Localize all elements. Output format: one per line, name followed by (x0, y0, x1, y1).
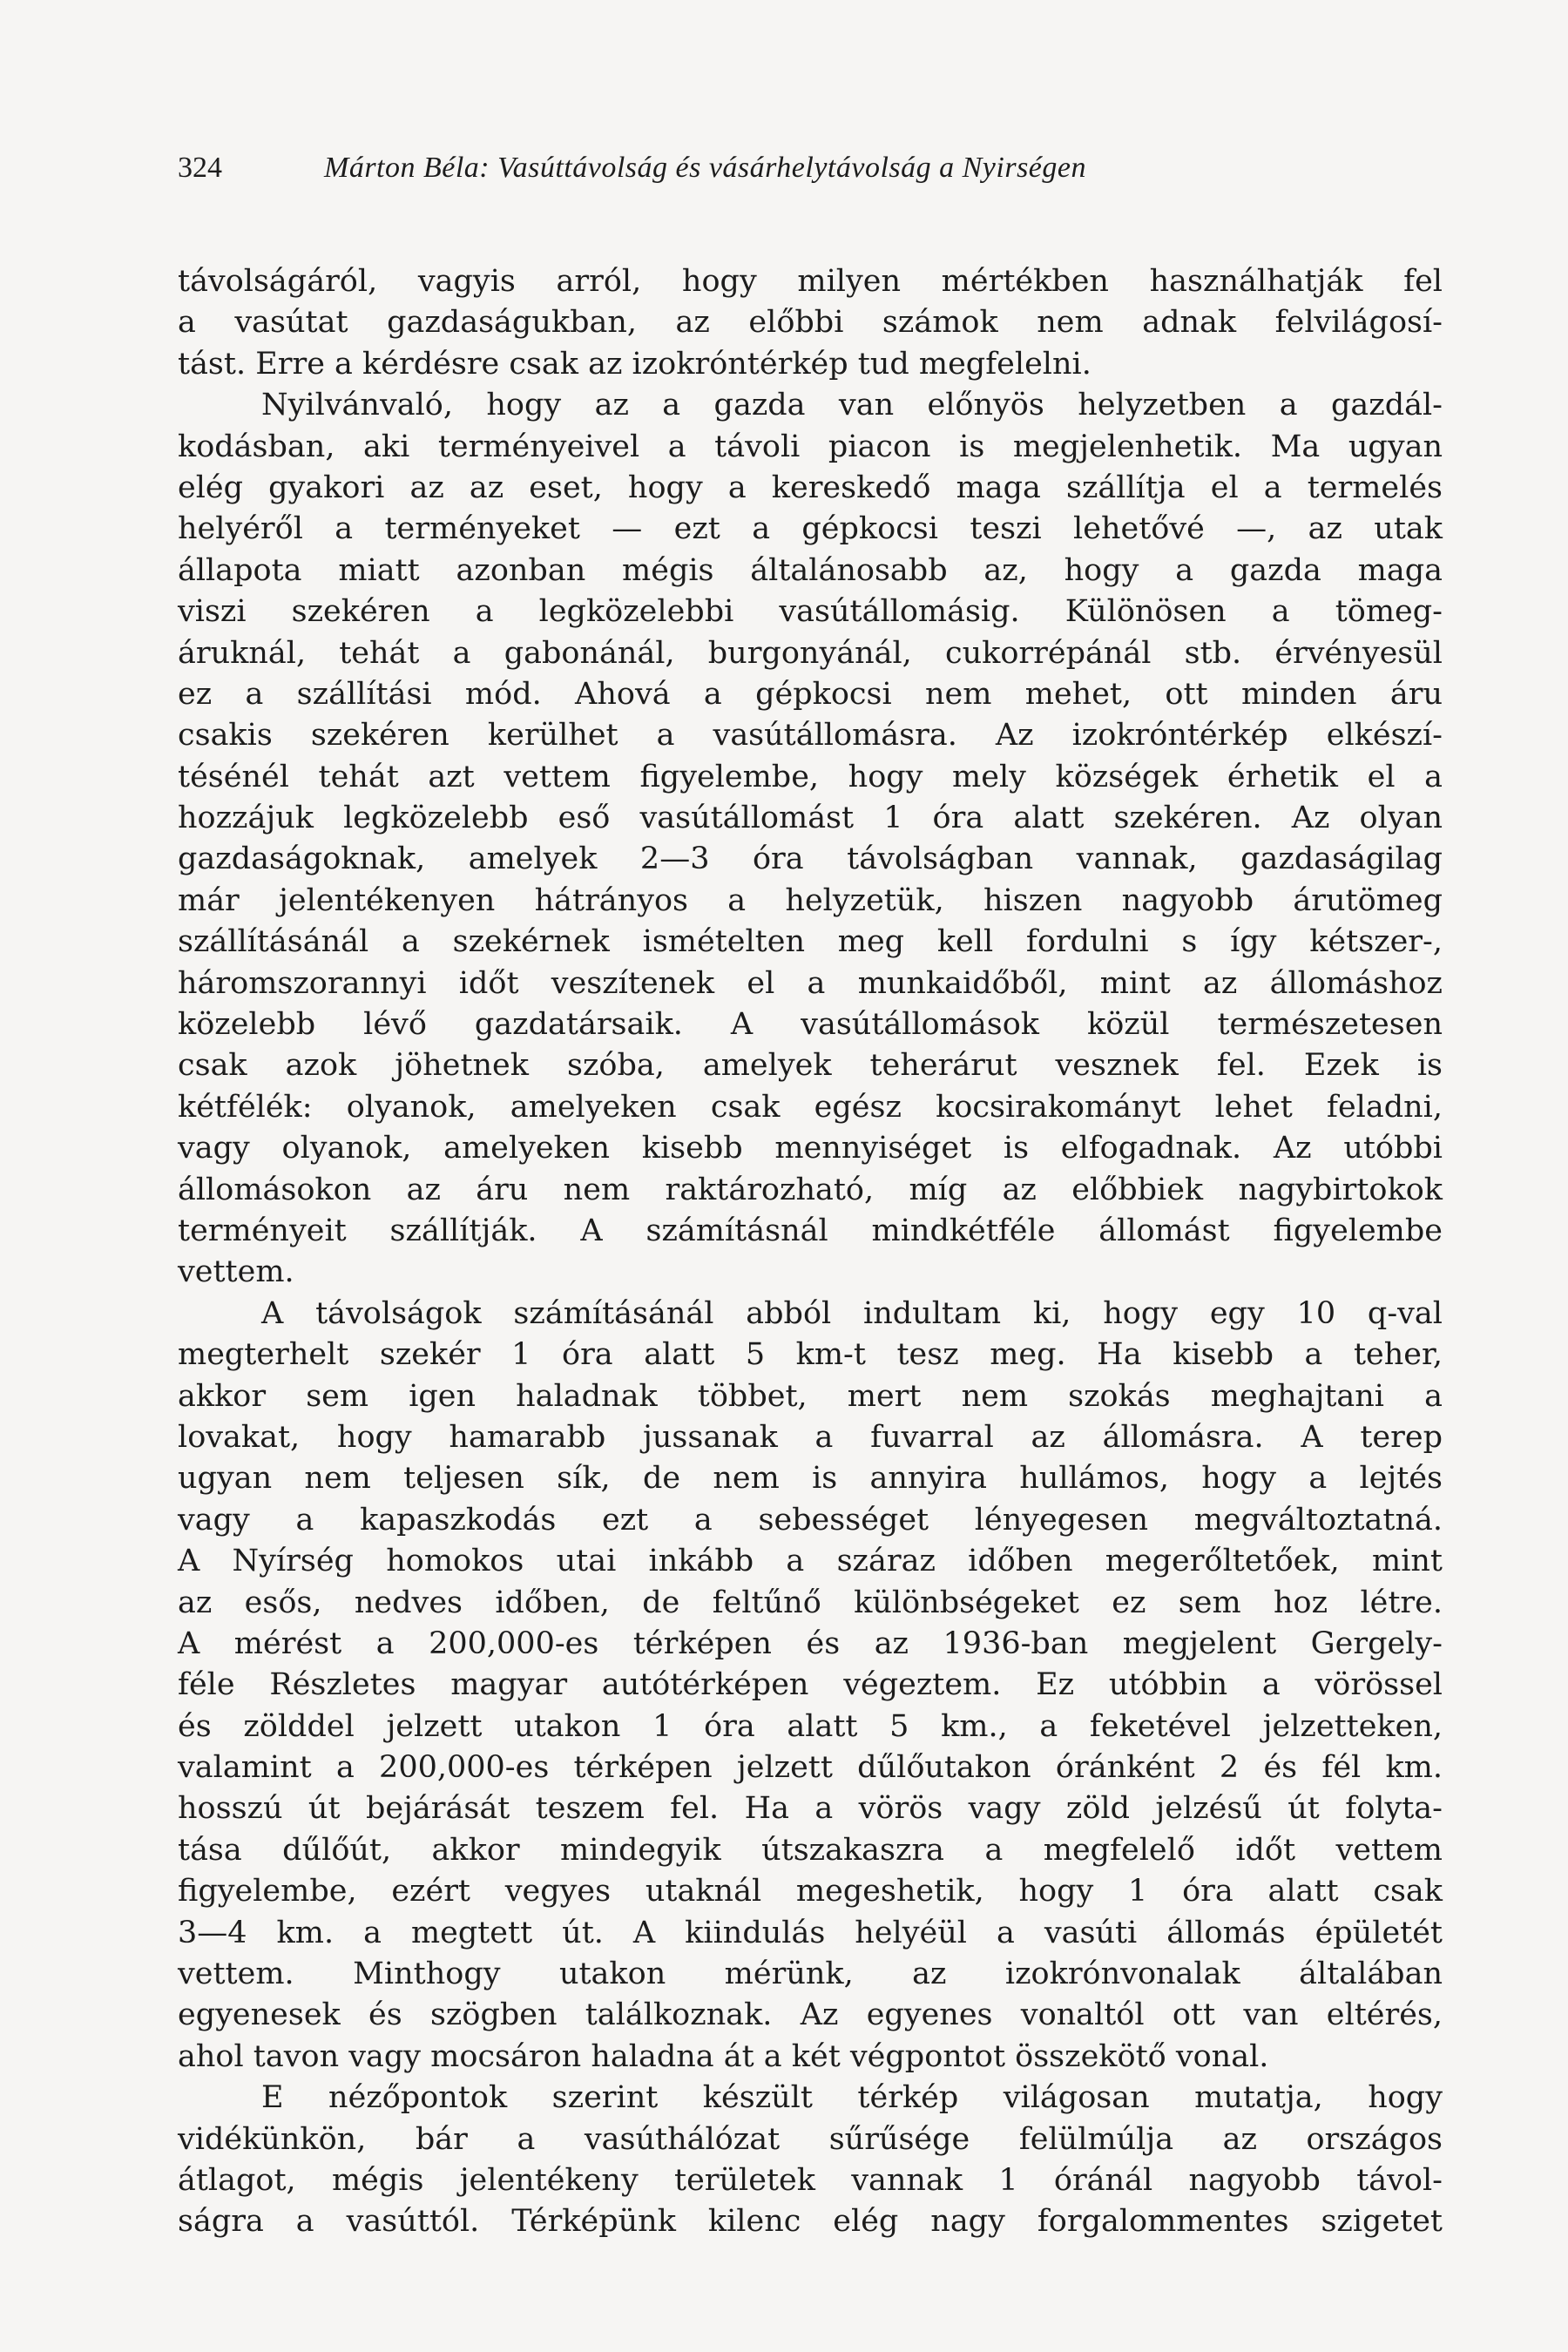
text-line: féle Részletes magyar autótérképen végeztem. Ez utóbbin a vörössel (178, 1667, 1443, 1703)
text-line: ez a szállítási mód. Ahová a gépkocsi nem mehet, ott minden áru (178, 676, 1443, 712)
text-line: szállításánál a szekérnek ismételten meg kell fordulni s így kétszer-, (178, 924, 1443, 960)
text-line: hozzájuk legközelebb eső vasútállomást 1 óra alatt szekéren. Az olyan (178, 801, 1443, 836)
text-line: A mérést a 200,000-es térképen és az 1936-ban megjelent Gergely- (178, 1625, 1443, 1661)
text-line: vettem. Minthogy utakon mérünk, az izokrónvonalak általában (178, 1957, 1443, 1992)
page-header (178, 146, 1441, 190)
text-line: lovakat, hogy hamarabb jussanak a fuvarral az állomásra. A terep (178, 1419, 1443, 1455)
body-text (178, 261, 1443, 2243)
text-line: kodásban, aki terményeivel a távoli piacon is megjelenhetik. Ma ugyan (178, 429, 1443, 464)
text-line: 3—4 km. a megtett út. A kiindulás helyéül a vasúti állomás épületét (178, 1915, 1443, 1950)
text-line: megterhelt szekér 1 óra alatt 5 km-t tesz meg. Ha kisebb a teher, (178, 1337, 1443, 1373)
text-line: vagy a kapaszkodás ezt a sebességet lényegesen megváltoztatná. (178, 1502, 1443, 1538)
text-line: vidékünkön, bár a vasúthálózat sűrűsége felülmúlja az országos (178, 2121, 1443, 2157)
text-line: helyéről a terményeket — ezt a gépkocsi teszi lehetővé —, az utak (178, 511, 1443, 547)
text-line: elég gyakori az az eset, hogy a kereskedő maga szállítja el a termelés (178, 470, 1443, 505)
text-line: akkor sem igen haladnak többet, mert nem szokás meghajtani a (178, 1378, 1443, 1414)
text-line: valamint a 200,000-es térképen jelzett dűlőutakon óránként 2 és fél km. (178, 1750, 1443, 1786)
text-line: E nézőpontok szerint készült térkép világosan mutatja, hogy (261, 2080, 1443, 2116)
text-line: már jelentékenyen hátrányos a helyzetük, hiszen nagyobb árutömeg (178, 882, 1443, 918)
text-line: Nyilvánvaló, hogy az a gazda van előnyös helyzetben a gazdál- (261, 388, 1443, 423)
text-line: A Nyírség homokos utai inkább a száraz időben megerőltetőek, mint (178, 1544, 1443, 1579)
text-line: állomásokon az áru nem raktározható, míg az előbbiek nagybirtokok (178, 1172, 1443, 1207)
text-line: csakis szekéren kerülhet a vasútállomásra. Az izokróntérkép elkészí- (178, 718, 1443, 754)
text-line: gazdaságoknak, amelyek 2—3 óra távolságban vannak, gazdaságilag (178, 841, 1443, 877)
running-head: Márton Béla: Vasúttávolság és vásárhelytávolság a Nyirségen (324, 152, 1086, 184)
text-line: figyelembe, ezért vegyes utaknál megeshetik, hogy 1 óra alatt csak (178, 1874, 1443, 1909)
text-line: és zölddel jelzett utakon 1 óra alatt 5 km., a feketével jelzetteken, (178, 1708, 1443, 1744)
text-line: ahol tavon vagy mocsáron haladna át a két végpontot összekötő vonal. (178, 2038, 1269, 2074)
text-line: ságra a vasúttól. Térképünk kilenc elég nagy forgalommentes szigetet (178, 2204, 1443, 2240)
text-line: áruknál, tehát a gabonánál, burgonyánál, cukorrépánál stb. érvényesül (178, 635, 1443, 671)
text-line: viszi szekéren a legközelebbi vasútállomásig. Különösen a tömeg- (178, 594, 1443, 630)
text-line: A távolságok számításánál abból indultam ki, hogy egy 10 q-val (261, 1295, 1443, 1331)
text-line: átlagot, mégis jelentékeny területek vannak 1 óránál nagyobb távol- (178, 2162, 1443, 2198)
text-line: egyenesek és szögben találkoznak. Az egyenes vonaltól ott van eltérés, (178, 1997, 1443, 2033)
text-line: terményeit szállítják. A számításnál mindkétféle állomást figyelembe (178, 1213, 1443, 1248)
text-line: hosszú út bejárását teszem fel. Ha a vörös vagy zöld jelzésű út folyta- (178, 1791, 1443, 1827)
text-line: ugyan nem teljesen sík, de nem is annyira hullámos, hogy a lejtés (178, 1461, 1443, 1497)
text-line: a vasútat gazdaságukban, az előbbi számok nem adnak felvilágosí- (178, 305, 1443, 341)
text-line: tésénél tehát azt vettem figyelembe, hogy mely községek érhetik el a (178, 759, 1443, 794)
text-line: tása dűlőút, akkor mindegyik útszakaszra a megfelelő időt vettem (178, 1832, 1443, 1868)
text-line: vettem. (178, 1254, 294, 1290)
page-number: 324 (178, 152, 222, 184)
text-line: csak azok jöhetnek szóba, amelyek teherárut vesznek fel. Ezek is (178, 1048, 1443, 1084)
text-line: közelebb lévő gazdatársaik. A vasútállomások közül természetesen (178, 1007, 1443, 1043)
text-line: az esős, nedves időben, de feltűnő különbségeket ez sem hoz létre. (178, 1585, 1443, 1620)
text-line: tást. Erre a kérdésre csak az izokróntérkép tud megfelelni. (178, 346, 1092, 382)
text-line: kétfélék: olyanok, amelyeken csak egész kocsirakományt lehet feladni, (178, 1089, 1443, 1125)
text-line: háromszorannyi időt veszítenek el a munkaidőből, mint az állomáshoz (178, 965, 1443, 1001)
text-line: vagy olyanok, amelyeken kisebb mennyiséget is elfogadnak. Az utóbbi (178, 1131, 1443, 1166)
text-line: távolságáról, vagyis arról, hogy milyen mértékben használhatják fel (178, 264, 1443, 299)
text-line: állapota miatt azonban mégis általánosabb az, hogy a gazda maga (178, 552, 1443, 588)
